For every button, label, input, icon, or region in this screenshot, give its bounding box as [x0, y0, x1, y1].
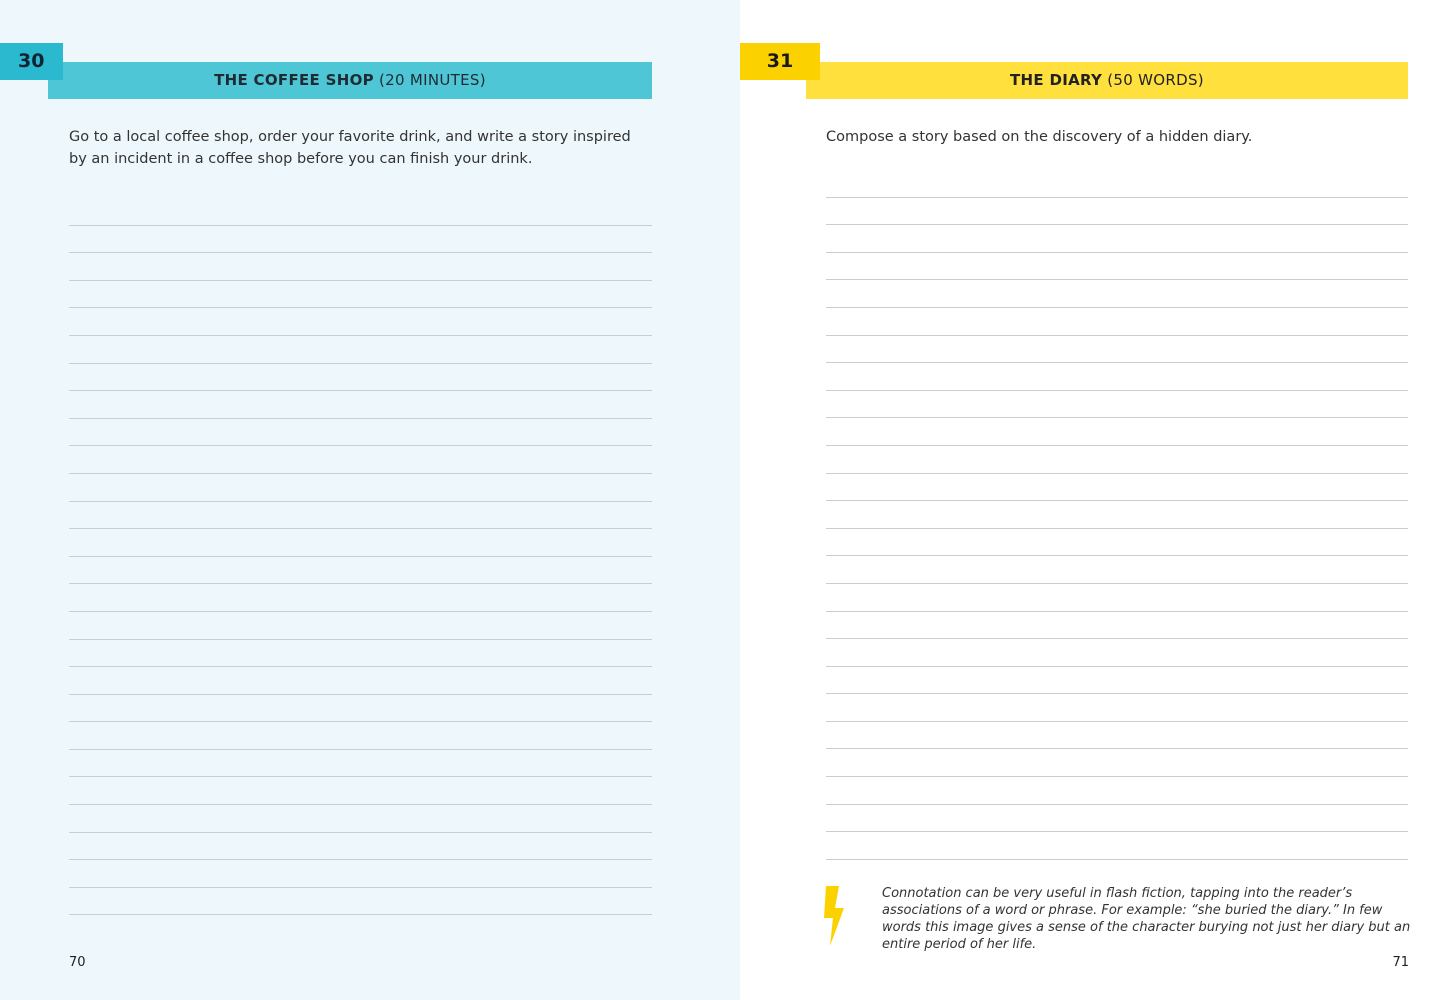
- writing-line: [826, 556, 1408, 584]
- writing-line: [69, 833, 652, 861]
- writing-line: [69, 777, 652, 805]
- tip-text: Connotation can be very useful in flash fiction, tapping into the reader’s associations of a word or phrase. For example: “she buried the diary.” In few words this image gives a sense of the character burying not just her diary but an entire period of her life.: [882, 886, 1411, 952]
- exercise-title: THE COFFEE SHOP: [214, 71, 374, 89]
- writing-line: [826, 253, 1408, 281]
- writing-line: [826, 584, 1408, 612]
- writing-line: [69, 612, 652, 640]
- writing-line: [69, 308, 652, 336]
- writing-line: [826, 667, 1408, 695]
- writing-line: [69, 281, 652, 309]
- writing-line: [69, 446, 652, 474]
- writing-line: [69, 888, 652, 916]
- writing-line: [826, 363, 1408, 391]
- writing-line: [826, 418, 1408, 446]
- writing-line: [69, 336, 652, 364]
- writing-lines[interactable]: [826, 170, 1408, 860]
- writing-line: [69, 750, 652, 778]
- writing-line: [69, 584, 652, 612]
- writing-line: [69, 391, 652, 419]
- writing-line: [826, 832, 1408, 860]
- writing-line: [826, 170, 1408, 198]
- exercise-title-banner: [806, 62, 1408, 99]
- writing-line: [826, 777, 1408, 805]
- page-number: 71: [1392, 955, 1409, 970]
- writing-line: [69, 805, 652, 833]
- writing-line: [826, 694, 1408, 722]
- writing-line: [69, 640, 652, 668]
- exercise-prompt: Compose a story based on the discovery of a hidden diary.: [826, 129, 1253, 145]
- writing-line: [826, 612, 1408, 640]
- writing-line: [826, 446, 1408, 474]
- writing-line: [826, 198, 1408, 226]
- writing-line: [69, 667, 652, 695]
- exercise-number-tab: 31: [740, 43, 820, 80]
- writing-line: [69, 253, 652, 281]
- writing-line: [69, 419, 652, 447]
- writing-line: [826, 308, 1408, 336]
- exercise-prompt: Go to a local coffee shop, order your favorite drink, and write a story inspired by an incident in a coffee shop before you can finish your drink.: [69, 129, 631, 167]
- writing-line: [69, 502, 652, 530]
- writing-line: [826, 280, 1408, 308]
- writing-line: [826, 529, 1408, 557]
- writing-line: [826, 805, 1408, 833]
- exercise-title: THE DIARY: [1010, 71, 1103, 89]
- writing-lines[interactable]: [69, 198, 652, 915]
- writing-line: [69, 860, 652, 888]
- writing-line: [69, 695, 652, 723]
- writing-line: [826, 391, 1408, 419]
- lightning-bolt-icon: [822, 886, 848, 946]
- writing-line: [826, 722, 1408, 750]
- writing-line: [826, 501, 1408, 529]
- exercise-number-tab: 30: [0, 43, 63, 80]
- writing-line: [69, 226, 652, 254]
- writing-line: [69, 529, 652, 557]
- exercise-title-banner: [48, 62, 652, 99]
- writing-line: [826, 474, 1408, 502]
- page-number: 70: [69, 955, 86, 970]
- writing-line: [826, 225, 1408, 253]
- writing-line: [69, 198, 652, 226]
- writing-line: [826, 336, 1408, 364]
- writing-line: [69, 722, 652, 750]
- writing-line: [69, 474, 652, 502]
- writing-line: [69, 557, 652, 585]
- right-page: [740, 0, 1429, 1000]
- writing-line: [69, 364, 652, 392]
- exercise-limit: (50 WORDS): [1102, 71, 1204, 89]
- writing-line: [826, 749, 1408, 777]
- exercise-limit: (20 MINUTES): [373, 71, 486, 89]
- writing-line: [826, 639, 1408, 667]
